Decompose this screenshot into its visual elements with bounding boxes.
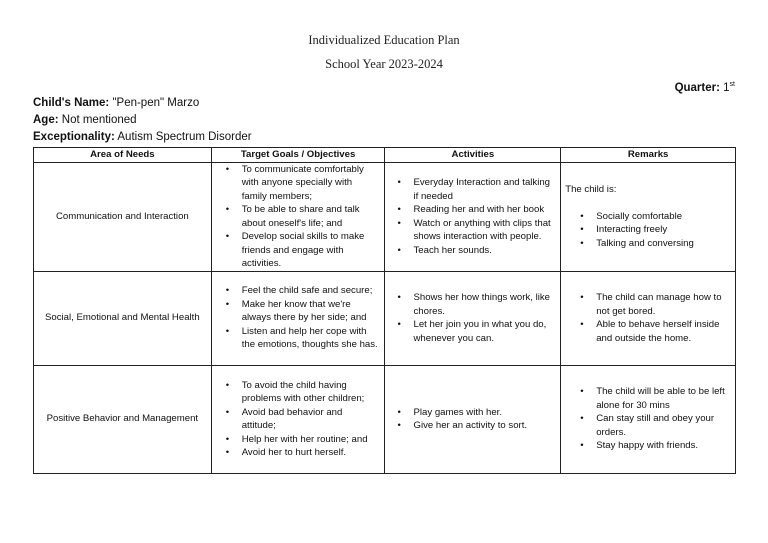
activity-item: • Everyday Interaction and talking if needed bbox=[413, 176, 556, 203]
table-row bbox=[34, 162, 736, 271]
area-cell: Positive Behavior and Management bbox=[34, 365, 212, 473]
goal-item: • Make her know that we're always there by her side; and bbox=[242, 298, 379, 325]
remark-item: • Able to behave herself inside and outside the home. bbox=[596, 318, 731, 345]
remark-item: • Talking and conversing bbox=[596, 237, 731, 251]
child-name-line bbox=[33, 97, 199, 109]
header-activities: Activities bbox=[385, 148, 561, 163]
remark-item: • The child will be able to be left alone for 30 mins bbox=[596, 385, 731, 412]
remark-item: • Stay happy with friends. bbox=[596, 439, 731, 453]
quarter-value: 1 bbox=[723, 81, 730, 94]
activity-item: • Play games with her. bbox=[413, 406, 556, 420]
goals-cell bbox=[211, 365, 385, 473]
age-value: Not mentioned bbox=[61, 114, 137, 126]
goals-cell bbox=[211, 162, 385, 271]
age-label: Age: bbox=[33, 114, 59, 126]
goal-item: • Develop social skills to make friends and engage with activities. bbox=[242, 230, 379, 271]
goal-item: • To be able to share and talk about oneself's life; and bbox=[242, 203, 379, 230]
exceptionality-label: Exceptionality: bbox=[33, 131, 115, 143]
table-row bbox=[34, 365, 736, 473]
goal-item: • Listen and help her cope with the emotions, thoughts she has. bbox=[242, 325, 379, 352]
activities-cell bbox=[385, 365, 561, 473]
goals-cell bbox=[211, 271, 385, 365]
age-line bbox=[33, 114, 137, 126]
area-cell: Communication and Interaction bbox=[34, 162, 212, 271]
exceptionality-value: Autism Spectrum Disorder bbox=[117, 131, 252, 143]
remark-item: • The child can manage how to not get bored. bbox=[596, 291, 731, 318]
header-area-of-needs: Area of Needs bbox=[34, 148, 212, 163]
child-name-value: "Pen-pen" Marzo bbox=[112, 97, 200, 109]
activity-item: • Reading her and with her book bbox=[413, 203, 556, 217]
table-header-row bbox=[34, 148, 736, 163]
quarter-suffix: st bbox=[729, 81, 735, 88]
goal-item: • To avoid the child having problems with other children; bbox=[242, 379, 379, 406]
activity-item: • Shows her how things work, like chores. bbox=[413, 291, 556, 318]
activity-item: • Give her an activity to sort. bbox=[413, 419, 556, 433]
iep-table bbox=[33, 147, 736, 474]
goal-item: • Avoid bad behavior and attitude; bbox=[242, 406, 379, 433]
goal-item: • Avoid her to hurt herself. bbox=[242, 446, 379, 460]
activity-item: • Teach her sounds. bbox=[413, 244, 556, 258]
school-year: School Year 2023-2024 bbox=[325, 57, 443, 71]
remarks-cell bbox=[561, 365, 736, 473]
area-cell: Social, Emotional and Mental Health bbox=[34, 271, 212, 365]
remark-item: • Interacting freely bbox=[596, 223, 731, 237]
goal-item: • To communicate comfortably with anyone specially with family members; bbox=[242, 163, 379, 204]
activities-cell bbox=[385, 162, 561, 271]
activity-item: • Watch or anything with clips that shows interaction with people. bbox=[413, 217, 556, 244]
activity-item: • Let her join you in what you do, whenever you can. bbox=[413, 318, 556, 345]
remarks-intro: The child is: bbox=[565, 184, 617, 195]
document-title: Individualized Education Plan bbox=[308, 33, 460, 47]
remark-item: • Can stay still and obey your orders. bbox=[596, 412, 731, 439]
quarter bbox=[675, 81, 735, 94]
remark-item: • Socially comfortable bbox=[596, 210, 731, 224]
exceptionality-line bbox=[33, 131, 252, 143]
activities-cell bbox=[385, 271, 561, 365]
header-target-goals: Target Goals / Objectives bbox=[211, 148, 385, 163]
goal-item: • Feel the child safe and secure; bbox=[242, 284, 379, 298]
header-remarks: Remarks bbox=[561, 148, 736, 163]
remarks-cell bbox=[561, 162, 736, 271]
table-row bbox=[34, 271, 736, 365]
goal-item: • Help her with her routine; and bbox=[242, 433, 379, 447]
quarter-label: Quarter: bbox=[674, 81, 720, 94]
child-name-label: Child's Name: bbox=[33, 97, 110, 109]
remarks-cell bbox=[561, 271, 736, 365]
